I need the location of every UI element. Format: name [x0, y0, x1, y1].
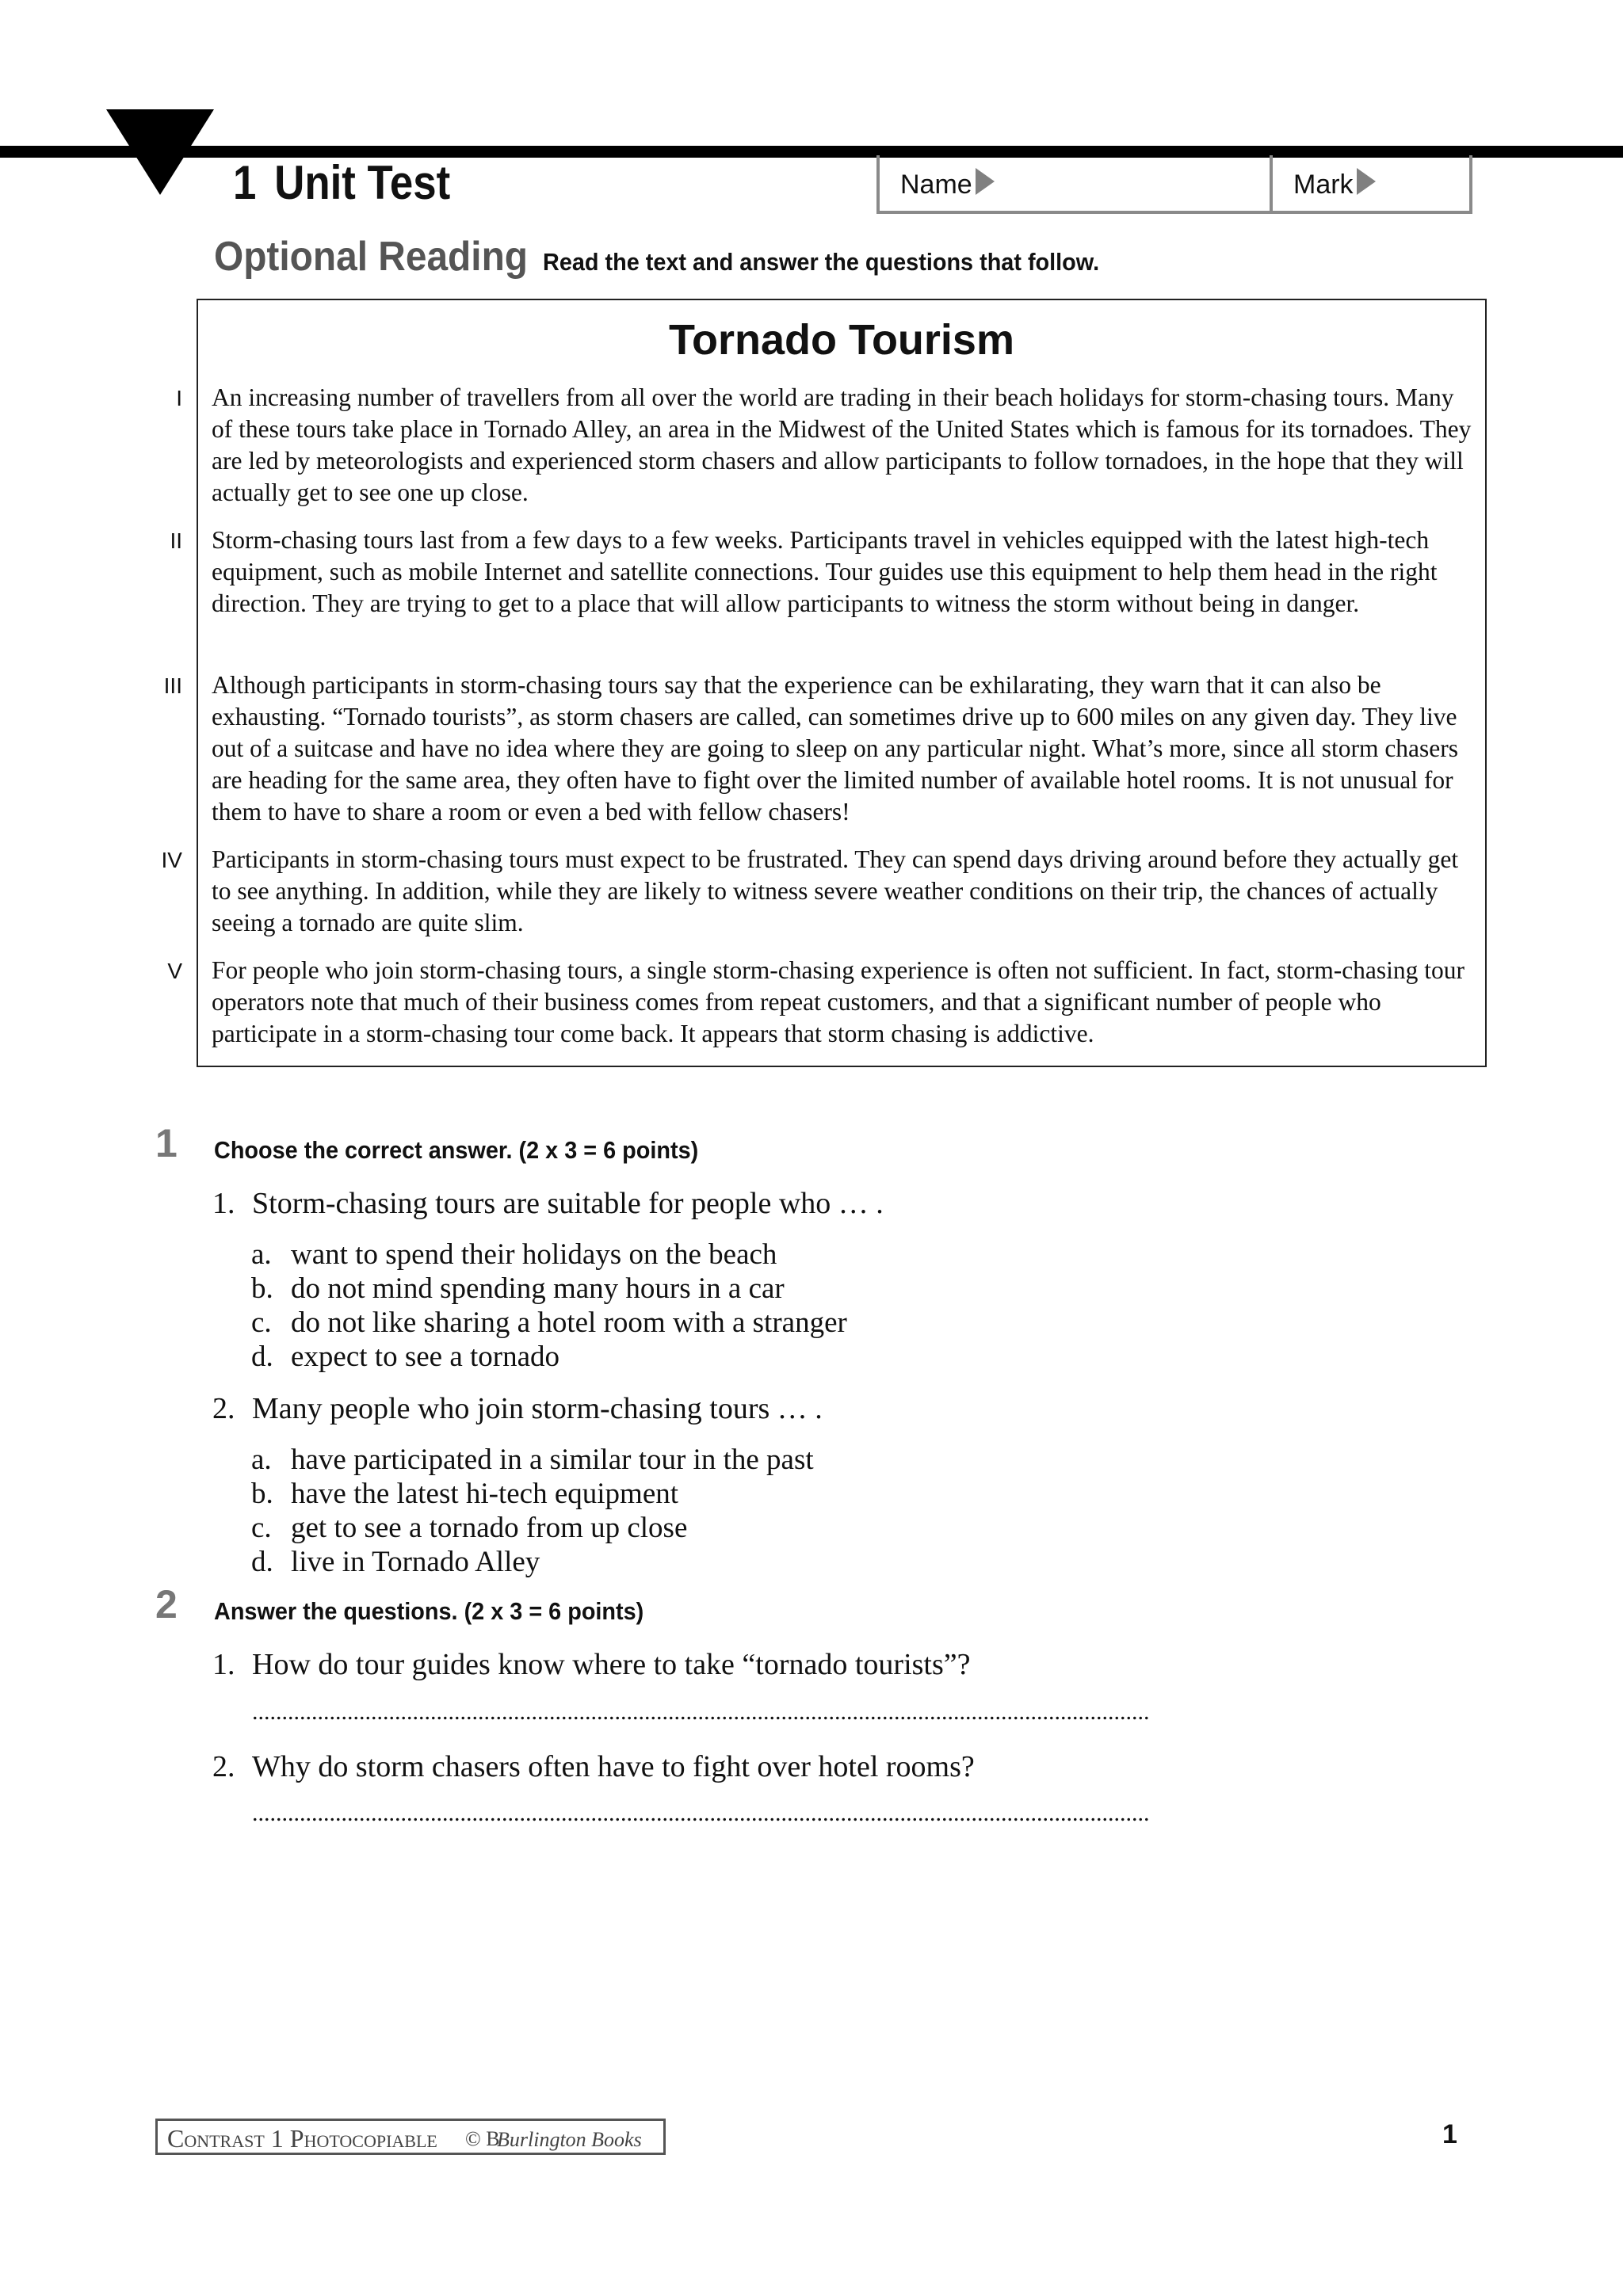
question-text: Why do storm chasers often have to fight over hotel rooms? [252, 1750, 975, 1783]
page-number: 1 [1442, 2119, 1457, 2149]
option-text: get to see a tornado from up close [291, 1512, 688, 1544]
arrow-right-icon [1357, 168, 1376, 195]
exercise-number: 1 [155, 1121, 178, 1165]
name-label: Name [900, 170, 972, 200]
option-text: want to spend their holidays on the beach [291, 1238, 777, 1271]
footer-copyright: © B [465, 2127, 500, 2150]
paragraph-numeral: II [170, 528, 182, 553]
answer-option[interactable] [251, 1477, 678, 1511]
footer-publisher: Burlington Books [497, 2128, 642, 2151]
mark-label: Mark [1293, 170, 1354, 200]
question-number: 2. [212, 1750, 235, 1783]
option-letter: b. [251, 1272, 273, 1305]
option-letter: a. [251, 1238, 272, 1271]
question [212, 1749, 975, 1784]
question-text: How do tour guides know where to take “tornado tourists”? [252, 1648, 971, 1681]
paragraph-numeral: III [163, 673, 182, 698]
name-field[interactable] [876, 155, 1273, 214]
question [212, 1186, 884, 1221]
unit-title [233, 155, 450, 210]
footer-brand: Contrast 1 Photocopiable [167, 2124, 437, 2153]
option-text: expect to see a tornado [291, 1341, 560, 1373]
question [212, 1647, 971, 1682]
answer-line[interactable]: ....................................................................................................................................................... [252, 1800, 1150, 1826]
question-number: 2. [212, 1392, 235, 1425]
option-text: have participated in a similar tour in the past [291, 1444, 814, 1476]
unit-number: 1 [233, 156, 257, 209]
exercise-instruction: Choose the correct answer. (2 x 3 = 6 points) [214, 1136, 699, 1164]
option-letter: c. [251, 1512, 272, 1544]
option-text: do not mind spending many hours in a car [291, 1272, 785, 1305]
answer-option[interactable] [251, 1511, 687, 1545]
section-instruction: Read the text and answer the questions that follow. [542, 248, 1100, 276]
exercise-number: 2 [155, 1582, 178, 1627]
paragraph-numeral: IV [161, 848, 182, 872]
answer-option[interactable] [251, 1272, 785, 1306]
paragraph-3: Although participants in storm-chasing tours say that the experience can be exhilarating, they warn that it can also be exhausting. “Tornado tourists”, as storm chasers are called, can sometimes drive up to 600 miles on any given day. They live out of a suitcase and have no idea where they are going to sleep on any particular night. What’s more, since all storm chasers are heading for the same area, they often have to fight over the limited number of available hotel rooms. It is not unusual for them to have to share a room or even a bed with fellow chasers! [212, 671, 1459, 826]
question-text: Storm-chasing tours are suitable for people who … . [252, 1187, 884, 1220]
question-text: Many people who join storm-chasing tours … . [252, 1392, 823, 1425]
answer-option[interactable] [251, 1238, 777, 1272]
question-number: 1. [212, 1187, 235, 1220]
option-letter: d. [251, 1341, 273, 1373]
option-text: live in Tornado Alley [291, 1546, 540, 1578]
option-text: have the latest hi-tech equipment [291, 1478, 679, 1510]
paragraph-2: Storm-chasing tours last from a few days to a few weeks. Participants travel in vehicles equipped with the latest high-tech equipment, such as mobile Internet and satellite connections. Tour guides use this equipment to help them head in the right direction. They are trying to get to a place that will allow participants to witness the storm without being in danger. [212, 526, 1438, 617]
passage-title: Tornado Tourism [669, 316, 1014, 364]
paragraph-numeral: I [176, 386, 182, 410]
arrow-right-icon [976, 168, 995, 195]
paragraph-1: An increasing number of travellers from all over the world are trading in their beach holidays for storm-chasing tours. Many of these tours take place in Tornado Alley, an area in the Midwest of the United States which is famous for its tornadoes. They are led by meteorologists and experienced storm chasers and allow participants to follow tornadoes, in the hope that they will actually get to see one up close. [212, 383, 1472, 506]
header-triangle-icon [106, 109, 214, 195]
section-title: Optional Reading [214, 234, 529, 280]
option-text: do not like sharing a hotel room with a stranger [291, 1306, 847, 1339]
option-letter: d. [251, 1546, 273, 1578]
paragraph-4: Participants in storm-chasing tours must expect to be frustrated. They can spend days driving around before they actually get to see anything. In addition, while they are likely to witness severe weather conditions on their trip, the chances of actually seeing a tornado are quite slim. [212, 845, 1459, 936]
answer-option[interactable] [251, 1306, 847, 1340]
answer-option[interactable] [251, 1340, 559, 1374]
answer-option[interactable] [251, 1443, 814, 1477]
question [212, 1391, 823, 1426]
question-number: 1. [212, 1648, 235, 1681]
option-letter: c. [251, 1306, 272, 1339]
section-heading [214, 233, 1141, 280]
paragraph-5: For people who join storm-chasing tours, a single storm-chasing experience is often not sufficient. In fact, storm-chasing tour operators note that much of their business comes from repeat customers, and that a significant number of people who participate in a storm-chasing tour come back. It appears that storm chasing is addictive. [212, 956, 1465, 1047]
exercise-instruction: Answer the questions. (2 x 3 = 6 points) [214, 1597, 644, 1625]
footer-credit [155, 2119, 666, 2155]
answer-line[interactable]: ....................................................................................................................................................... [252, 1699, 1150, 1725]
answer-option[interactable] [251, 1545, 540, 1579]
option-letter: a. [251, 1444, 272, 1476]
mark-field[interactable] [1273, 155, 1472, 214]
option-letter: b. [251, 1478, 273, 1510]
paragraph-numeral: V [167, 959, 182, 983]
unit-title-text: Unit Test [274, 156, 451, 209]
